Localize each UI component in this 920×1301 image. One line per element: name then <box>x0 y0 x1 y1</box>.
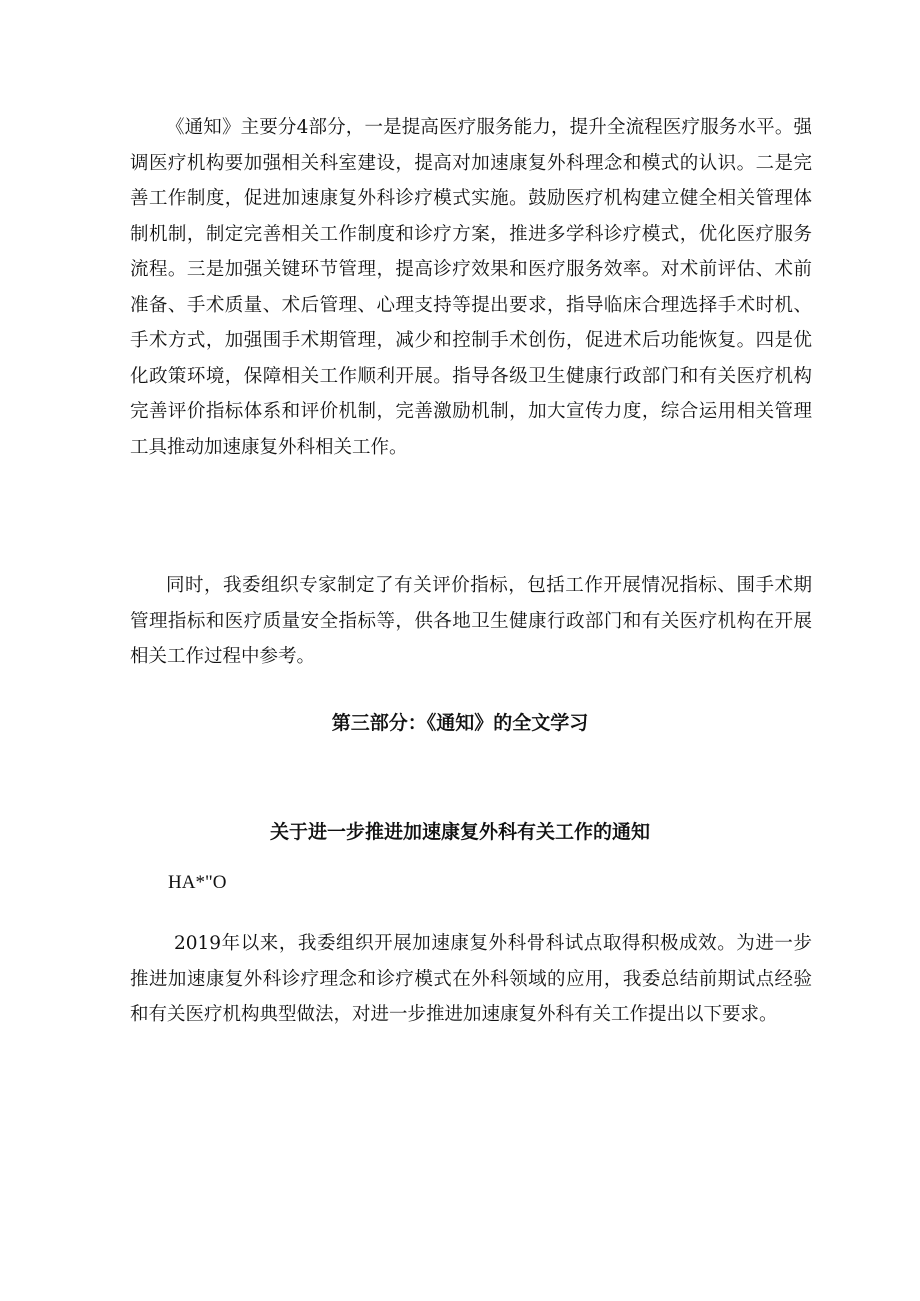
intro-paragraph-1: 《通知》主要分4部分，一是提高医疗服务能力，提升全流程医疗服务水平。强调医疗机构要加强相关科室建设，提高对加速康复外科理念和模式的认识。二是完善工作制度，促进加速康复外科诊疗模式实施。鼓励医疗机构建立健全相关管理体制机制，制定完善相关工作制度和诊疗方案，推进多学科诊疗模式，优化医疗服务流程。三是加强关键环节管理，提高诊疗效果和医疗服务效率。对术前评估、术前准备、手术质量、术后管理、心理支持等提出要求，指导临床合理选择手术时机、手术方式，加强围手术期管理，减少和控制手术创伤，促进术后功能恢复。四是优化政策环境，保障相关工作顺利开展。指导各级卫生健康行政部门和有关医疗机构完善评价指标体系和评价机制，完善激励机制，加大宣传力度，综合运用相关管理工具推动加速康复外科相关工作。 <box>130 117 812 458</box>
section-heading: 第三部分：《通知》的全文学习 <box>331 712 589 734</box>
notice-title: 关于进一步推进加速康复外科有关工作的通知 <box>269 821 650 843</box>
salutation: HA*"O <box>168 872 227 893</box>
notice-body-paragraph: 2019年以来，我委组织开展加速康复外科骨科试点取得积极成效。为进一步推进加速康复外科诊疗理念和诊疗模式在外科领域的应用，我委总结前期试点经验和有关医疗机构典型做法，对进一步推进加速康复外科有关工作提出以下要求。 <box>130 933 812 1025</box>
intro-paragraph-2: 同时，我委组织专家制定了有关评价指标，包括工作开展情况指标、围手术期管理指标和医疗质量安全指标等，供各地卫生健康行政部门和有关医疗机构在开展相关工作过程中参考。 <box>130 575 812 667</box>
